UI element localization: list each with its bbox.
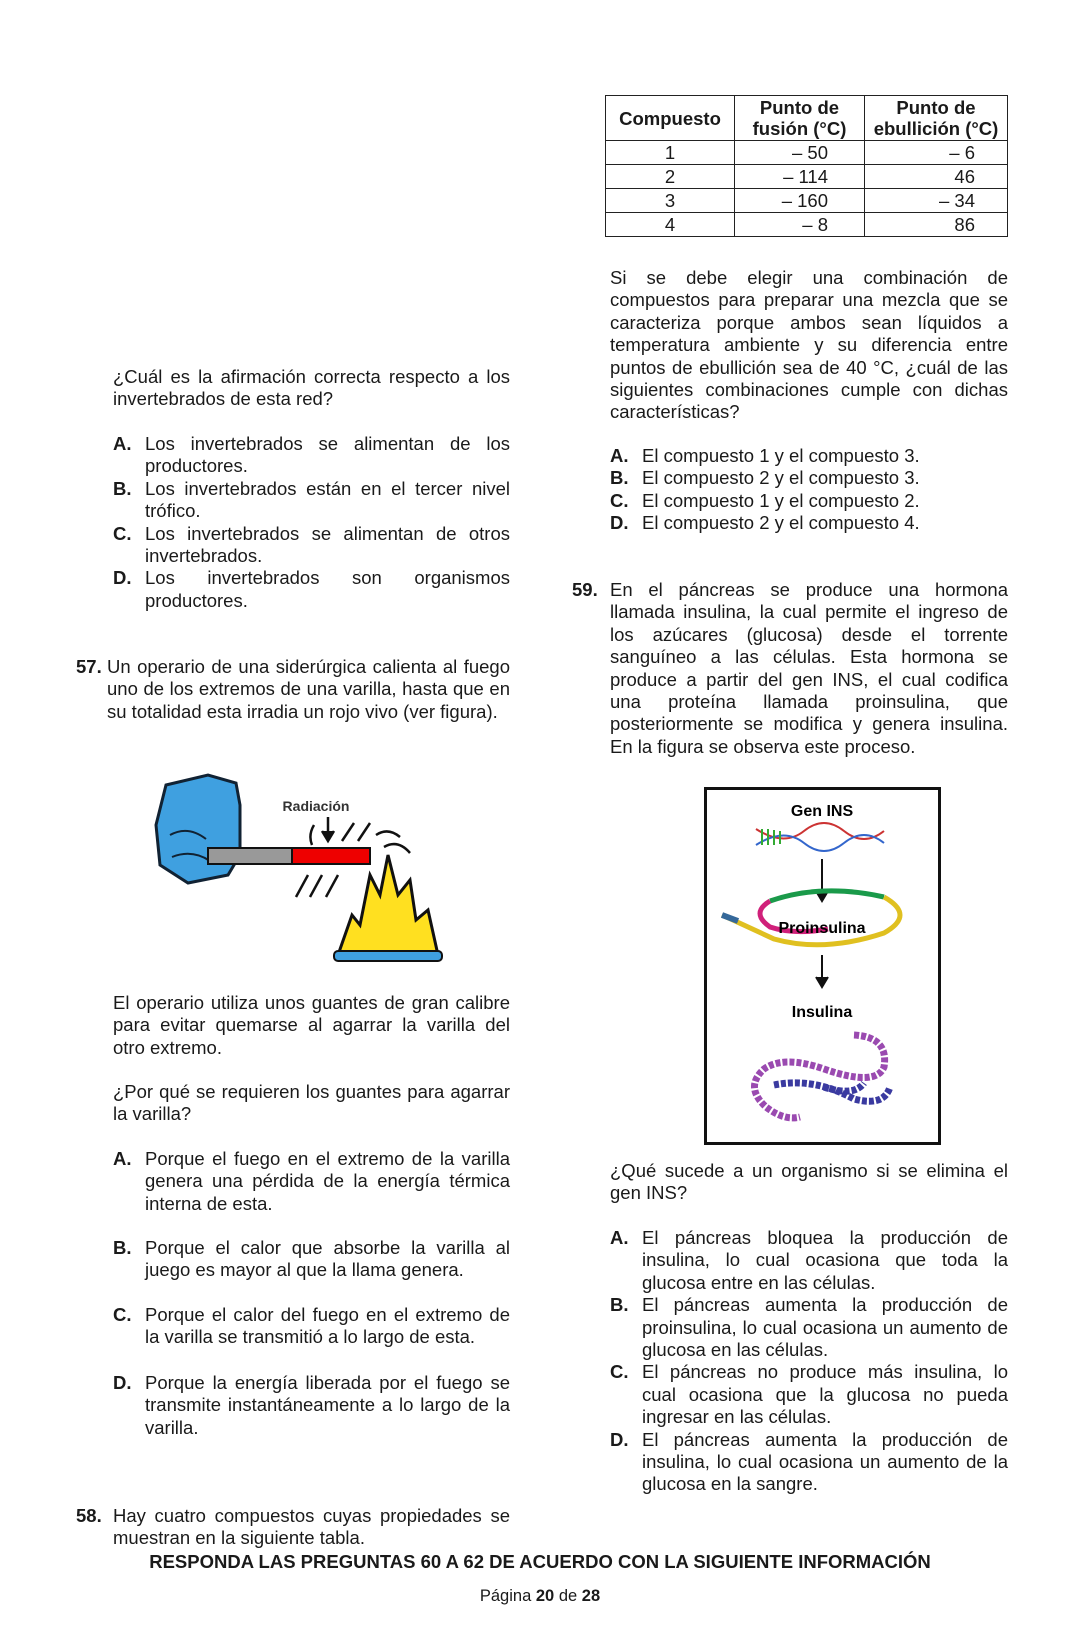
option-key: C.	[113, 522, 132, 544]
q59-option-c[interactable]	[610, 1361, 1008, 1428]
cell: 86	[865, 213, 1008, 237]
option-text: Los invertebrados se alimentan de los productores.	[145, 433, 510, 477]
option-text: El compuesto 2 y el compuesto 3.	[642, 467, 920, 489]
option-key: D.	[113, 1372, 132, 1393]
cell: – 34	[865, 189, 1008, 213]
cell: 2	[606, 165, 735, 189]
q58-stem: Hay cuatro compuestos cuyas propiedades se muestran en la siguiente tabla.	[113, 1505, 510, 1549]
q56-options	[113, 433, 510, 612]
table-row	[606, 213, 1008, 237]
option-text: Porque el calor del fuego en el extremo de la varilla se transmitió a lo largo de esta.	[145, 1304, 510, 1348]
option-text: El páncreas bloquea la producción de insulina, lo cual ocasiona que toda la glucosa entre en las células.	[642, 1227, 1008, 1293]
q59-option-b[interactable]	[610, 1294, 1008, 1361]
q59-options	[610, 1227, 1008, 1496]
cell: 1	[606, 141, 735, 165]
option-key: B.	[610, 1294, 629, 1316]
option-key: D.	[610, 512, 629, 534]
q58-option-c[interactable]	[610, 490, 1008, 512]
q58-option-b[interactable]	[610, 467, 1008, 489]
option-key: A.	[113, 433, 132, 454]
q57-context: El operario utiliza unos guantes de gran calibre para evitar quemarse al agarrar la varilla del otro extremo.	[113, 992, 510, 1058]
q59-option-d[interactable]	[610, 1429, 1008, 1496]
option-text: Los invertebrados están en el tercer nivel trófico.	[145, 477, 510, 522]
q58-option-d[interactable]	[610, 512, 1008, 534]
compounds-table	[605, 95, 1008, 237]
cell: – 8	[735, 213, 865, 237]
q56-option-b[interactable]	[113, 478, 510, 523]
option-key: C.	[113, 1304, 132, 1325]
table-row	[606, 189, 1008, 213]
q57-option-a[interactable]	[113, 1148, 510, 1215]
cell: 4	[606, 213, 735, 237]
option-text: Porque la energía liberada por el fuego se transmite instantáneamente a lo largo de la varilla.	[145, 1372, 510, 1438]
cell: – 50	[735, 141, 865, 165]
option-key: B.	[113, 477, 132, 499]
option-key: B.	[113, 1237, 132, 1258]
q56-option-d[interactable]	[113, 567, 510, 612]
option-text: El compuesto 1 y el compuesto 2.	[642, 489, 920, 511]
option-key: D.	[113, 567, 132, 589]
proinsulin-label: Proinsulina	[778, 920, 866, 937]
cell: – 160	[735, 189, 865, 213]
option-key: A.	[610, 1227, 629, 1248]
radiation-label: Radiación	[282, 798, 350, 814]
table-header-row	[606, 96, 1008, 141]
q57-question: ¿Por qué se requieren los guantes para agarrar la varilla?	[113, 1081, 510, 1125]
rod-icon	[208, 848, 370, 864]
option-text: El páncreas no produce más insulina, lo cual ocasiona que la glucosa no pueda ingresar en las células.	[642, 1361, 1008, 1428]
option-key: A.	[610, 445, 629, 466]
q57-option-d[interactable]	[113, 1372, 510, 1439]
q56-option-a[interactable]	[113, 433, 510, 478]
option-text: El compuesto 2 y el compuesto 4.	[642, 512, 920, 534]
option-key: C.	[610, 489, 629, 511]
option-text: El páncreas aumenta la producción de proinsulina, lo cual ocasiona un aumento de glucosa en las células.	[642, 1294, 1008, 1361]
page-footer	[0, 1585, 1080, 1607]
footer-prefix: Página	[479, 1587, 532, 1605]
q58-options	[610, 445, 1008, 535]
cell: 3	[606, 189, 735, 213]
insulin-label: Insulina	[791, 1004, 853, 1021]
cell: – 6	[865, 141, 1008, 165]
q57-option-b[interactable]	[113, 1237, 510, 1282]
cell: 46	[865, 165, 1008, 189]
q59-option-a[interactable]	[610, 1227, 1008, 1294]
section-heading: RESPONDA LAS PREGUNTAS 60 A 62 DE ACUERDO CON LA SIGUIENTE INFORMACIÓN	[149, 1551, 931, 1572]
option-key: C.	[610, 1361, 629, 1383]
header-compound: Compuesto	[606, 96, 735, 141]
gloved-hand-icon	[156, 775, 240, 883]
q57-stem: Un operario de una siderúrgica calienta al fuego uno de los extremos de una varilla, hasta que en su totalidad esta irradia un rojo vivo (ver figura).	[107, 656, 510, 722]
option-text: El compuesto 1 y el compuesto 3.	[642, 445, 920, 466]
option-key: D.	[610, 1428, 629, 1450]
cell: – 114	[735, 165, 865, 189]
q57-number: 57.	[76, 656, 102, 677]
q56-stem: ¿Cuál es la afirmación correcta respecto a los invertebrados de esta red?	[113, 366, 510, 410]
option-text: Los invertebrados se alimentan de otros invertebrados.	[145, 522, 510, 567]
insulin-process-figure	[704, 787, 941, 1145]
q59-question: ¿Qué sucede a un organismo si se elimina el gen INS?	[610, 1160, 1008, 1204]
heated-rod-figure	[148, 765, 468, 975]
footer-page-number: 20	[535, 1587, 555, 1605]
option-key: A.	[113, 1148, 132, 1169]
q56-option-c[interactable]	[113, 523, 510, 568]
q58-option-a[interactable]	[610, 445, 1008, 467]
q59-stem: En el páncreas se produce una hormona llamada insulina, la cual permite el ingreso de los azúcares (glucosa) desde el torrente sanguíneo a las células. Esta hormona se produce a partir del gen INS, el cual codifica una proteína llamada proinsulina, que posteriormente se modifica y genera insulina. En la figura se observa este proceso.	[610, 579, 1008, 757]
q57-option-c[interactable]	[113, 1304, 510, 1349]
q58-question: Si se debe elegir una combinación de compuestos para preparar una mezcla que se caracteriza porque ambos sean líquidos a temperatura ambiente y su diferencia entre puntos de ebullición sea de 40 °C, ¿cuál de las siguientes combinaciones cumple con dichas características?	[610, 267, 1008, 423]
header-boiling-point: Punto de ebullición (°C)	[865, 96, 1008, 141]
footer-mid: de	[558, 1587, 578, 1605]
q59-number: 59.	[572, 579, 598, 600]
option-key: B.	[610, 467, 629, 489]
table-row	[606, 165, 1008, 189]
footer-total-pages: 28	[581, 1587, 601, 1605]
table-row	[606, 141, 1008, 165]
gene-label: Gen INS	[790, 803, 854, 820]
option-text: Porque el calor que absorbe la varilla al juego es mayor al que la llama genera.	[145, 1237, 510, 1281]
option-text: El páncreas aumenta la producción de insulina, lo cual ocasiona un aumento de la glucosa en la sangre.	[642, 1428, 1008, 1495]
option-text: Porque el fuego en el extremo de la varilla genera una pérdida de la energía térmica interna de esta.	[145, 1148, 510, 1214]
q58-number: 58.	[76, 1505, 102, 1526]
fire-icon	[334, 855, 442, 961]
option-text: Los invertebrados son organismos productores.	[145, 567, 510, 611]
header-melting-point: Punto de fusión (°C)	[735, 96, 865, 141]
